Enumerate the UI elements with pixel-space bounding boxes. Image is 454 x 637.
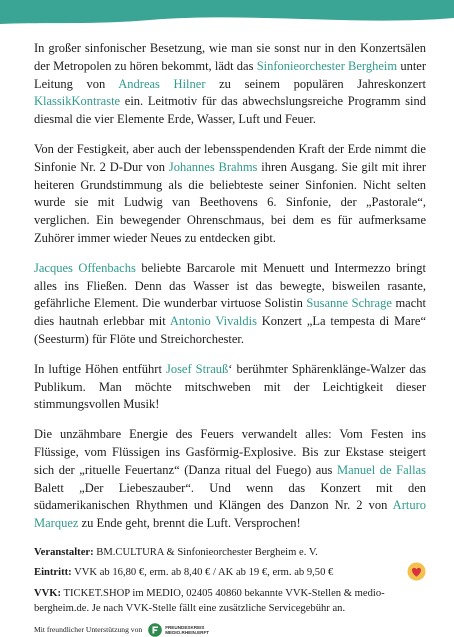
paragraph-text: Die unzähmbare Energie des Feuers verwandelt alles: Vom Festen ins Flüssige, vom Flüssigen ins Gasförmig-Explosive. Bis zur Ekstase steigert sich der „rituelle Feuertanz“ (Danza ritual del Fuego) aus	[34, 427, 426, 477]
heart-badge-icon	[407, 562, 426, 581]
sponsor-text: Mit freundlicher Unterstützung von	[34, 625, 143, 635]
eintritt-value: VVK ab 16,80 €, erm. ab 8,40 € / AK ab 19 €, erm. ab 9,50 €	[71, 567, 334, 579]
paragraph-text: zu Ende geht, brennt die Luft. Versprochen!	[78, 516, 301, 531]
highlighted-name: Arturo Marquez	[34, 498, 426, 531]
highlighted-name: Johannes Brahms	[168, 159, 258, 174]
highlighted-name: Andreas Hilner	[118, 76, 206, 91]
paragraph-text: ihren Ausgang. Sie gilt mit ihrer heiteren Grundstimmung als die beliebteste seiner Sinfonien. Nicht selten wurde sie mit Ludwig van Beethovens 6. Sinfonie, der „Pastorale“, verglichen. Ein bewegender Ohrenschmaus, bei dem es für aufmerksame Zuhörer immer wieder Neues zu entdecken gibt.	[34, 159, 426, 245]
paragraph-text: Von der Festigkeit, aber auch der lebensspendenden Kraft der Erde nimmt die Sinfonie Nr. 2 D-Dur von	[34, 141, 426, 174]
decorative-top-band	[0, 0, 454, 32]
main-content	[34, 40, 426, 637]
highlighted-name: Susanne Schrage	[306, 296, 392, 311]
paragraph-text: In luftige Höhen entführt	[34, 361, 166, 376]
paragraph-text: macht dies hautnah erlebbar mit	[34, 296, 427, 329]
logo-line-2: MEDIO.RHEIN.ERFT	[165, 629, 210, 635]
highlighted-name: Antonio Vivaldis	[169, 314, 257, 329]
vvk-line	[34, 586, 426, 617]
paragraph-text: In großer sinfonischer Besetzung, wie man sie sonst nur in den Konzertsälen der Metropolen zu hören bekommt, lädt das	[34, 41, 426, 73]
paragraph-text: ein. Leitmotiv für das abwechslungsreiche Programm sind diesmal die vier Elemente Erde, Wasser, Luft und Feuer.	[34, 94, 426, 127]
paragraph-text: beliebte Barcarole mit Menuett und Intermezzo bringt alles ins Fließen. Denn das Wasser ist das bewegte, bisweilen rasante, gefährliche Element. Die wunderbar virtuose Solistin	[34, 260, 426, 311]
eintritt-label: Eintritt:	[34, 567, 72, 579]
highlighted-name: Sinfonieorchester Bergheim	[256, 58, 398, 73]
description-paragraph	[34, 426, 426, 533]
eintritt-line	[34, 565, 426, 581]
highlighted-name: Josef Strauß	[165, 361, 229, 376]
highlighted-name: Jacques Offenbachs	[34, 260, 136, 275]
paragraph-text: Konzert „La tempesta di Mare“ (Seesturm) für Flöte und Streichorchester.	[34, 314, 426, 346]
highlighted-name: KlassikKontraste	[34, 94, 121, 109]
veranstalter-line	[34, 545, 426, 561]
veranstalter-label: Veranstalter:	[34, 546, 94, 558]
description-paragraph	[34, 361, 426, 414]
description-paragraph	[34, 40, 426, 129]
description-paragraph	[34, 260, 426, 349]
logo-line-1: FREUNDESKREIS	[165, 624, 205, 630]
description-paragraph	[34, 141, 426, 248]
paragraph-text: ‘ berühmter Sphärenklänge-Walzer das Publikum. Man möchte mitschweben mit der Leichtigkeit dieser stimmungsvollen Musik!	[34, 361, 426, 412]
paragraph-text: zu seinem populären Jahreskonzert	[205, 76, 426, 91]
veranstalter-value: BM.CULTURA & Sinfonieorchester Bergheim e. V.	[93, 546, 318, 558]
highlighted-name: Manuel de Fallas	[336, 462, 427, 477]
vvk-value: TICKET.SHOP im MEDIO, 02405 40860 bekannte VVK-Stellen & medio-bergheim.de. Je nach VVK-Stelle fällt eine zusätzliche Servicegebühr an.	[34, 587, 385, 615]
vvk-label: VVK:	[34, 587, 62, 599]
paragraph-text: Balett „Der Liebeszauber“. Und wenn das Konzert mit den südamerikanischen Rhythmen und Klängen des Danzon Nr. 2 von	[34, 480, 426, 513]
paragraph-text: unter Leitung von	[34, 58, 427, 91]
concert-description	[34, 40, 426, 533]
